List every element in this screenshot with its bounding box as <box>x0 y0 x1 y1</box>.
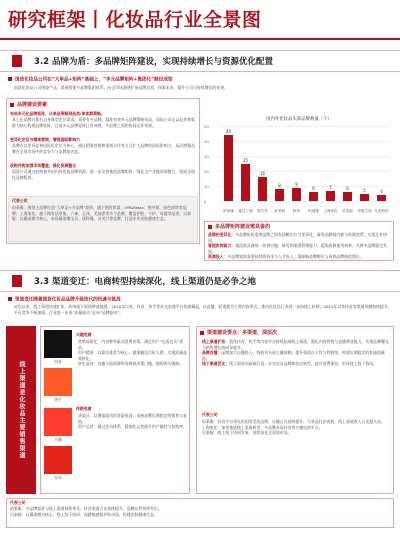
logo-label: 京东 <box>54 475 62 480</box>
x-tick-label: 华熙生物 <box>357 209 372 213</box>
right-case-list <box>202 419 390 491</box>
chart-bar <box>326 191 335 202</box>
bar-value-label: 8 <box>278 183 281 188</box>
footer-item: 贝泰妮：以薇诺娜为核心，线上线下协同，深耕敏感肌护肤市场，构建皮肤健康生态。 <box>10 511 158 517</box>
chart-title: 国内外化妆品头部品牌数量（个） <box>266 117 332 122</box>
requirement-item: 品牌的差异化：多品牌矩阵需要品牌之间有清晰定位与差异化，避免品牌间内耗与资源浪费，实现互补协同。 <box>208 232 387 243</box>
bar-value-label: 9 <box>295 181 298 187</box>
footer-item: 珀莱雅：多品牌矩阵与线上渠道持续领先，抖音渠道占比持续提升，品牌运营效率突出。 <box>10 506 162 511</box>
logo-label: 快手 <box>54 397 62 402</box>
chart-gridline <box>218 201 390 202</box>
chart-bar <box>241 164 250 202</box>
channel-point-item: 线下渠道优化：线下渠道向高端百货、专业店及品牌体验店转型，提升消费体验，形成线上线下协同。 <box>202 361 378 367</box>
bullet-square-icon <box>8 297 12 301</box>
requirement-item: 资源投入：多品牌矩阵需要持续的资金与人才投入，保障新品牌孵化与成熟品牌持续增长。 <box>208 254 364 260</box>
left-item-1-body: 本土化品牌内都有自身典型定位需求，需要有多品牌、精准有效多元品牌策略布局，国际公司正以品类和客群为核心构建品牌矩阵，目前多元品牌矩阵已有成熟，多品牌之间的协同运作效果。 <box>12 117 195 128</box>
footer-title: 代表公司： <box>10 500 30 505</box>
brand-elements-title: 品牌建设要素 <box>10 101 190 109</box>
tmall-logo-icon <box>44 408 72 436</box>
y-tick-label: 40 <box>204 138 209 144</box>
y-tick-label: 10 <box>204 183 209 189</box>
x-tick-label: 上海家化 <box>323 209 338 213</box>
case-companies-title: 代表公司 <box>12 198 28 203</box>
douyin-logo-icon <box>44 330 72 358</box>
jd-logo-icon <box>44 446 72 474</box>
interest-ecom-item: 营销场景化：内容种草驱动消费决策，满足用户“边看边买”需求。 <box>78 339 184 350</box>
section-33-title: 3.3 渠道变迁：电商转型持续深化，线上渠道仍是必争之地 <box>34 277 257 287</box>
section-32-lead-text: 国货化妆品公司围绕产品、渠道搭建多品牌集团体系，向全市场渗透扩展品牌边界，探索未来，提升公司可持续增长的效果。 <box>14 85 228 90</box>
right-case-title: 代表公司： <box>202 412 222 417</box>
section-32-lead: 国货化妆品公司在“大单品+矩阵”基础上，“多元品牌矩阵+集团化”路径成型 <box>8 77 392 84</box>
right-case-item: 上海家化：加快推进线上渠道转型，多品牌布局抖音等兴趣电商平台。 <box>202 424 323 430</box>
footer-list <box>10 506 390 526</box>
chart-bar <box>292 188 301 202</box>
section-marker <box>12 55 22 67</box>
left-item-2-body: 品牌在以差异化和国际化定位为核心，通过精准营销和渠道合作等方式扩大品牌的国际影响力，从而增强品牌在全球市场中的竞争力与品牌知名度。 <box>12 143 195 154</box>
channel-point-item: 品牌自播：品牌加大自播投入，降低对头部主播依赖，提升渠道自主性与利润率，构建长期稳定的私域流量池。 <box>202 350 385 361</box>
chart-bar <box>275 189 284 201</box>
case-companies-text: 珀莱雅：围绕主品牌打造“大单品+多品牌”矩阵，旗下拥有彩棠、Off&Relax、悦芙媞、原色波塔等品牌；上海家化：旗下拥有佰草集、六神、玉泽、美加净等多个品牌，覆盖护肤、个护、母婴等品类；贝泰妮：以薇诺娜为核心，布局薇诺娜宝贝、瑷科缦、贝芙汀等品牌，打造专业皮肤健康生态。 <box>12 205 191 222</box>
bar-value-label: 7 <box>329 184 332 190</box>
left-item-3-head: 收购并购加强市场覆盖，强化资源整合 <box>10 163 77 168</box>
bar-value-label: 6 <box>312 186 315 191</box>
brand-count-chart <box>204 116 394 219</box>
left-item-3-body: 国货公司通过收购兼并国内外优质品牌资源，进一步完善集团品牌矩阵，强化全产业链资源整合，拓展全球化品牌版图。 <box>12 169 195 180</box>
chart-bar <box>377 195 386 201</box>
chart-bar <box>360 194 369 202</box>
section-marker <box>12 275 22 287</box>
right-case-item: 珀莱雅：抖音平台领先的国货美妆品牌，自播占比持续提升，大单品打法成熟，线上渠道收入占比超九成。 <box>202 419 385 424</box>
online-channel-side-banner: 线上渠道是化妆品主要销售渠道 <box>6 326 36 494</box>
bar-value-label: 25 <box>242 157 249 163</box>
left-item-1-head: 布局多元化品牌矩阵，从单品策略到品类/单客群策略。 <box>10 111 105 116</box>
bar-value-label: 6 <box>346 186 349 191</box>
y-tick-label: 20 <box>204 168 209 174</box>
section-32-header <box>0 50 400 72</box>
requirement-item: 管理协同能力：集团需具备统一的供应链、研发和渠道管理能力，提高资源使用效率，支撑多品牌稳定发展。 <box>208 243 387 254</box>
chart-bar <box>343 192 352 201</box>
logo-label: 天猫 <box>54 437 62 442</box>
traditional-ecom-item: 用户运营：通过会员体系、精细化运营提升用户黏性与复购率。 <box>78 424 187 430</box>
y-tick-label: 50 <box>204 123 209 129</box>
chart-bar <box>258 177 267 201</box>
bullet-square-icon <box>8 77 12 81</box>
requirements-title: 多品牌矩阵建设需具备的 <box>208 223 388 231</box>
chart-bar <box>224 135 233 201</box>
right-case-item: 贝泰妮：线上线下协同发展，持续深化全渠道布局。 <box>202 430 292 436</box>
bar-value-label: 44 <box>225 129 232 134</box>
x-tick-label: 欧莱雅 <box>223 209 234 213</box>
bar-value-label: 4 <box>380 189 383 194</box>
traditional-ecom-item: 货架式：以搜索驱动的货架电商，承接品牌长期稳定的销售与复购。 <box>78 413 187 424</box>
chart-gridline <box>218 126 390 127</box>
y-tick-label: 0 <box>204 198 207 204</box>
channel-points-title: 渠道建设要点：多渠道、深层次 <box>200 329 390 337</box>
section-32-title: 3.2 品牌为盾：多品牌矩阵建设，实现持续增长与资源优化配置 <box>34 57 274 67</box>
left-item-2-head: 差异化定位与精准营销，增强国际影响力 <box>10 137 81 142</box>
page-title: 研究框架丨化妆品行业全景图 <box>8 9 262 31</box>
bar-value-label: 16 <box>259 171 266 176</box>
interest-ecom-item: 转化高效：直播与短视频带货降低决策门槛，缩短购买链路。 <box>78 361 184 367</box>
x-tick-label: 资生堂 <box>257 209 268 213</box>
channel-point-item: 线上渠道扩张：依托抖音、快手等内容平台持续拓展线上渠道，强化内容营销与直播带货能力，实现品牌曝光与销售增长的同步提升。 <box>202 339 389 350</box>
x-tick-label: 贝泰妮 <box>342 209 353 213</box>
traditional-ecom-list <box>78 413 188 453</box>
x-tick-label: 雅诗兰黛 <box>238 209 253 213</box>
interest-ecom-title: 兴趣电商 <box>76 332 92 337</box>
x-tick-label: 珀莱雅 <box>308 209 319 213</box>
bar-value-label: 5 <box>363 187 366 193</box>
logo-label: 抖音 <box>54 359 62 364</box>
banner-divider <box>0 38 400 40</box>
traditional-ecom-title: 传统电商 <box>76 406 92 411</box>
y-tick-label: 30 <box>204 153 209 159</box>
section-33-lead-text: 近年以来，线上渠道快速扩张，传统线下渠道增速放缓。2020年以来，抖音、快手等社交电商平台快速崛起，以直播、短视频为主要内容形式，推动化妆品行业进一步向线上转移；2023年以来抖音等渠道份额持续提升，平台竞争不断加剧，行业进一步由“流量驱动”走向“品牌驱动”。 <box>14 304 392 315</box>
requirements-list <box>208 232 392 260</box>
section-33-header <box>0 270 400 292</box>
section-33-lead: 渠道变迁随着国货化妆品品牌升级迭代的机遇与挑战 <box>8 297 392 304</box>
kuaishou-logo-icon <box>44 368 72 396</box>
x-tick-label: 丸美股份 <box>374 209 389 213</box>
interest-ecom-item: 用户精准：以算法推荐为核心，精准触达目标人群，实现流量高效转化。 <box>78 350 187 361</box>
x-tick-label: 科蒂 <box>292 209 301 213</box>
channel-points-list <box>202 339 390 409</box>
chart-gridline <box>218 141 390 142</box>
chart-bar <box>309 192 318 201</box>
page-banner <box>0 0 400 38</box>
interest-ecom-list <box>78 339 188 387</box>
x-tick-label: 爱茉莉 <box>274 209 285 213</box>
